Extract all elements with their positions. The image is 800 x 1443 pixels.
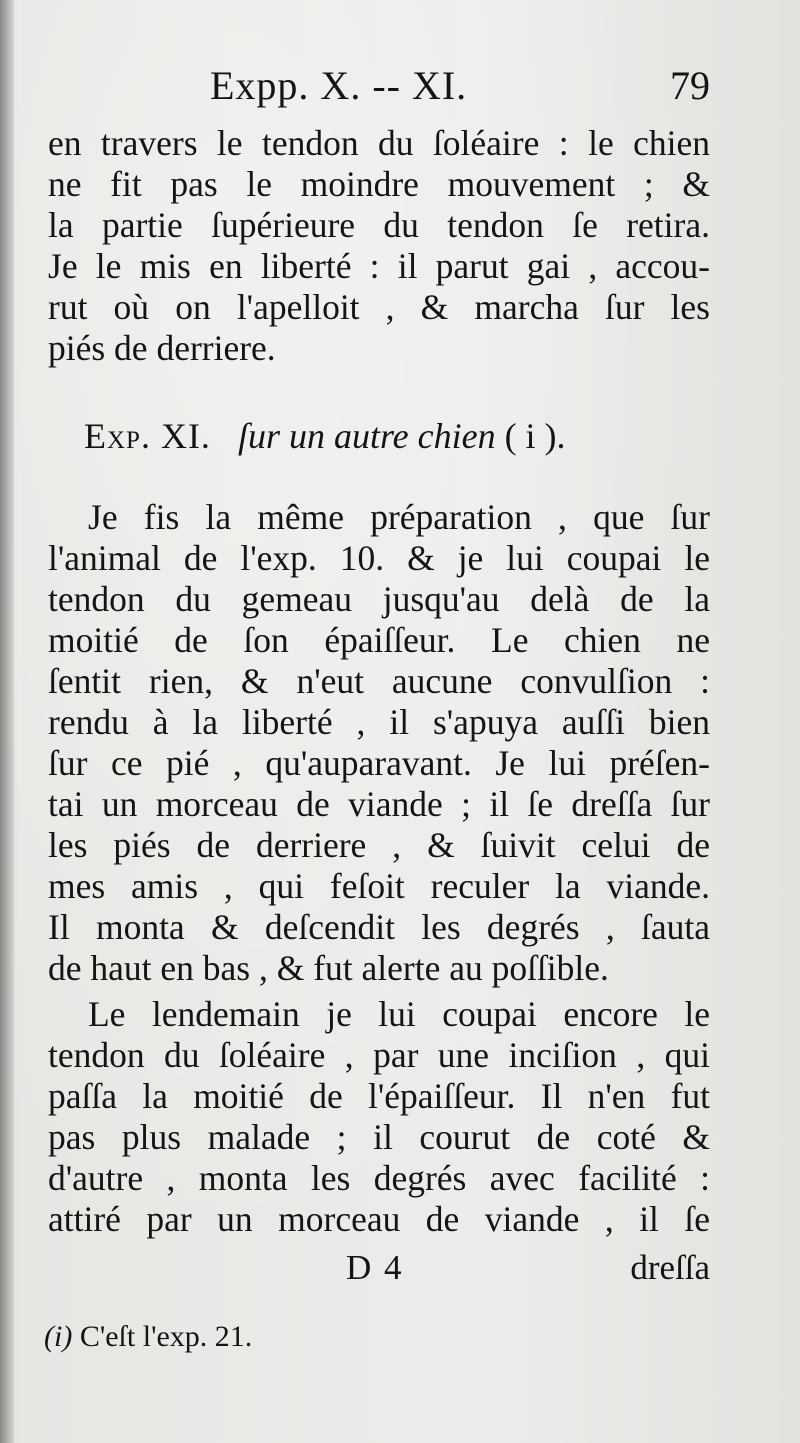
paragraph-2	[48, 497, 710, 989]
paragraph-3	[48, 994, 710, 1240]
running-head-title: Expp. X. -- XI.	[210, 63, 468, 108]
text-line: en travers le tendon du ſoléaire : le chien	[48, 123, 710, 163]
text-line: d'autre , monta les degrés avec facilité :	[48, 1158, 710, 1198]
text-line: moitié de ſon épaiſſeur. Le chien ne	[48, 620, 710, 660]
text-line: rendu à la liberté , il s'apuya auſſi bien	[48, 702, 710, 742]
text-line: Il monta & deſcendit les degrés , ſauta	[48, 907, 710, 947]
text-line: rut où on l'apelloit , & marcha ſur les	[48, 287, 710, 327]
text-line: tendon du gemeau jusqu'au delà de la	[48, 579, 710, 619]
heading-subtitle: ſur un autre chien	[237, 416, 496, 456]
text-line: Je fis la même préparation , que ſur	[88, 497, 710, 537]
text-line: attiré par un morceau de viande , il ſe	[48, 1199, 710, 1239]
catchword: dreſſa	[630, 1248, 710, 1287]
text-line: tendon du ſoléaire , par une inciſion , qui	[48, 1035, 710, 1075]
heading-note-ref: ( i ).	[504, 416, 566, 456]
section-heading	[84, 415, 566, 457]
footnote-text: C'eſt l'exp. 21.	[79, 1320, 253, 1353]
text-line: la partie ſupérieure du tendon ſe retira.	[48, 205, 710, 245]
page-edge-shadow	[0, 0, 14, 1443]
footnote	[44, 1320, 252, 1354]
text-line: de haut en bas , & fut alerte au poſſible.	[48, 948, 609, 988]
signature-mark: D 4	[346, 1248, 404, 1287]
text-line: l'animal de l'exp. 10. & je lui coupai le	[48, 538, 710, 578]
text-line: pas plus malade ; il courut de coté &	[48, 1117, 710, 1157]
footnote-marker: (i)	[44, 1320, 73, 1353]
text-line: mes amis , qui feſoit reculer la viande.	[48, 866, 710, 906]
text-line: Je le mis en liberté : il parut gai , accou-	[48, 246, 710, 286]
text-line: piés de derriere.	[48, 328, 276, 368]
text-line: tai un morceau de viande ; il ſe dreſſa ſur	[48, 784, 710, 824]
text-line: les piés de derriere , & ſuivit celui de	[48, 825, 710, 865]
page-foot	[48, 1248, 710, 1292]
text-line: ſentit rien, & n'eut aucune convulſion :	[48, 661, 710, 701]
heading-label: Exp. XI.	[84, 416, 211, 456]
paragraph-1	[48, 123, 710, 369]
page-number: 79	[670, 63, 710, 108]
text-line: ne fit pas le moindre mouvement ; &	[48, 164, 710, 204]
text-line: ſur ce pié , qu'auparavant. Je lui préſen-	[48, 743, 710, 783]
text-line: paſſa la moitié de l'épaiſſeur. Il n'en fut	[48, 1076, 710, 1116]
running-head	[50, 62, 710, 112]
text-line: Le lendemain je lui coupai encore le	[88, 994, 710, 1034]
